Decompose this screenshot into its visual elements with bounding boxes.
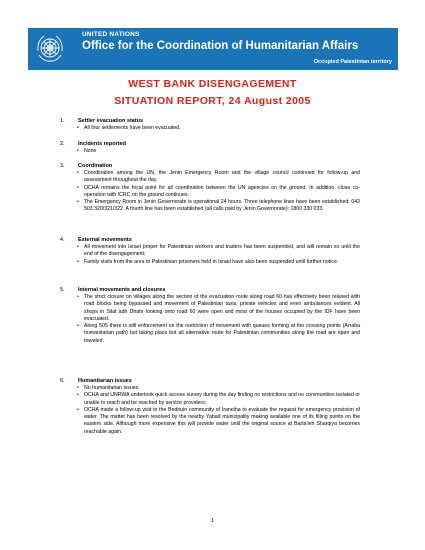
header-banner xyxy=(28,28,398,70)
list-item: • Family visits from the area to Palestinian prisoners held in Israel have also been suspended until further notice. xyxy=(78,259,360,266)
list-item: • Coordination among the UN, the Jenin Emergency Room and the village council continued for follow-up and assessment throughout the day. xyxy=(78,170,360,185)
list-item: • OCHA remains the focal point for all coordination between the UN agencies on the ground. In addition, close co-operation with ICRC on the ground continues. xyxy=(78,185,360,200)
section-heading: Humanitarian issues xyxy=(78,378,132,384)
list-item: • All four settlements have been evacuated. xyxy=(78,125,360,132)
list-item: • The strict closure on villages along the section of the evacuation route along road 60 has effectively been relaxed with road blocks being bypassed and movement of Palestinian taxis, private vehicles and even ambulances evident. All shops in Silat adh Dhahr looking onto road 60 were open and most of the houses occupied by the IDF have been evacuated. xyxy=(78,294,360,323)
section-number: 6. xyxy=(60,378,65,384)
section-number: 1. xyxy=(60,118,65,124)
un-emblem-icon xyxy=(32,31,68,67)
list-item: • OCHA made a follow-up visit to the Bedouin community of Iraneiha to evaluate the request for emergency provision of water. The matter has been resolved by the nearby Yabad municipality making available one of its filling points on the eastern side. Although more expensive this will provide water until the original source at Barta'ieh Sharqiya becomes reachable again. xyxy=(78,407,360,436)
section-heading: Coordination xyxy=(78,163,113,169)
list-item: • The Emergency Room in Jenin Governorate is operational 24 hours. Three telephone lines have been established: 042 503 320/321/322. A fourth line has been established (all calls paid by Jenin Governorate): 1800 330 033. xyxy=(78,199,360,214)
section-heading: Settler evacuation status xyxy=(78,118,144,124)
section-number: 2. xyxy=(60,141,65,147)
section-number: 4. xyxy=(60,237,65,243)
report-title-line1: WEST BANK DISENGAGEMENT xyxy=(128,78,297,90)
section-heading: External movements xyxy=(78,237,132,243)
org-main-title: Office for the Coordination of Humanitarian Affairs xyxy=(82,40,359,52)
org-sub-label: Occupied Palestinian territory xyxy=(313,59,392,65)
page-number: 1 xyxy=(210,518,215,524)
list-item: • None xyxy=(78,148,360,155)
section-number: 5. xyxy=(60,287,65,293)
list-item: • All movement into Israel proper for Palestinian workers and traders has been suspended, and will remain so until the end of the disengagement; xyxy=(78,244,360,259)
section-number: 3. xyxy=(60,163,65,169)
list-item: • OCHA and UNRWA undertook quick access survey during the day finding no restrictions and no communities isolated or unable to reach and be reached by service providers; xyxy=(78,392,360,407)
report-title-line2: SITUATION REPORT, 24 August 2005 xyxy=(114,95,311,107)
org-small-label: UNITED NATIONS xyxy=(82,31,140,38)
section-heading: Incidents reported xyxy=(78,141,126,147)
list-item: • No humanitarian issues. xyxy=(78,385,360,392)
list-item: • Along 505 there is still enforcement on the restriction of movement with queues forming at the crossing points (Arraba humanitarian path) but taking place but all alternative route for Palestinian communities along the road are open and traveled. xyxy=(78,323,360,345)
section-heading: Internal movements and closures xyxy=(78,287,166,293)
